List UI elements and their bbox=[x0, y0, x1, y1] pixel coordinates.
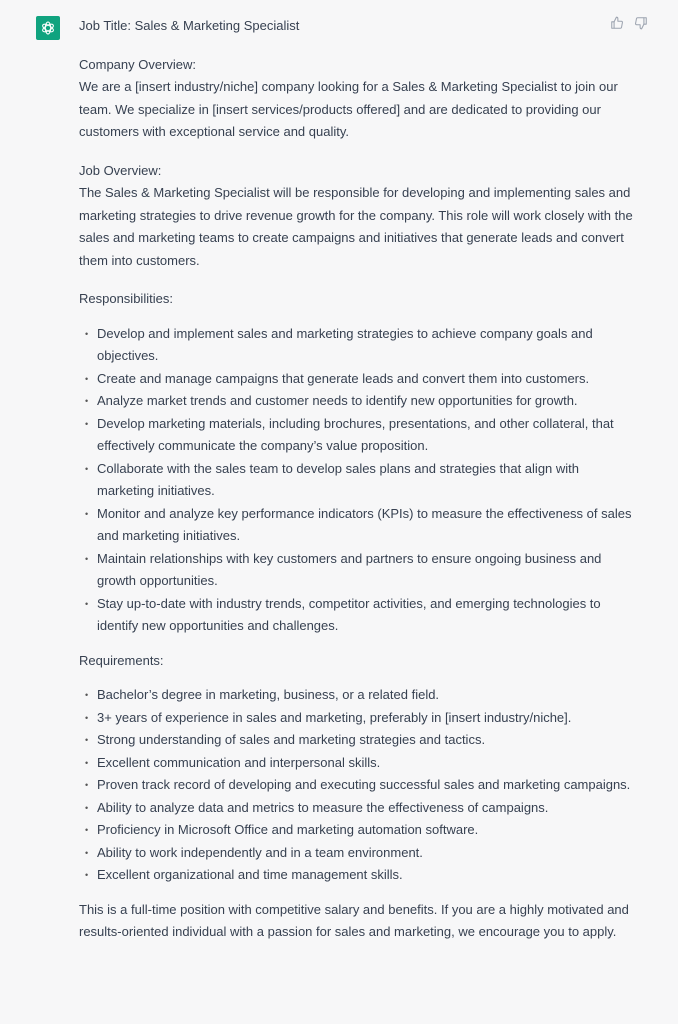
list-item: • Analyze market trends and customer needs to identify new opportunities for growth. bbox=[79, 390, 639, 413]
list-item: • Ability to analyze data and metrics to measure the effectiveness of campaigns. bbox=[79, 797, 639, 820]
bullet-icon: • bbox=[85, 598, 89, 609]
job-overview-text: The Sales & Marketing Specialist will be responsible for developing and implementing sales and marketing strategies to drive revenue growth for the company. This role will work closely with the sales and marketing teams to create campaigns and initiatives that generate leads and convert them into customers. bbox=[79, 185, 633, 268]
bullet-icon: • bbox=[85, 825, 89, 835]
responsibilities-list bbox=[79, 323, 639, 638]
requirements-heading: Requirements: bbox=[79, 652, 164, 668]
list-item: • Stay up-to-date with industry trends, competitor activities, and emerging technologies to identify new opportunities and challenges. bbox=[79, 593, 639, 638]
bullet-icon: • bbox=[85, 373, 89, 384]
bullet-icon: • bbox=[85, 847, 89, 858]
closing-text: This is a full-time position with competitive salary and benefits. If you are a highly motivated and results-oriented individual with a passion for sales and marketing, we encourage you to apply. bbox=[79, 901, 629, 939]
list-item: • Monitor and analyze key performance indicators (KPIs) to measure the effectiveness of sales and marketing initiatives. bbox=[79, 503, 639, 548]
bullet-icon: • bbox=[85, 870, 89, 880]
bullet-icon: • bbox=[85, 418, 89, 429]
bullet-icon: • bbox=[85, 328, 89, 339]
bullet-icon: • bbox=[85, 690, 89, 700]
job-title: Job Title: Sales & Marketing Specialist bbox=[79, 18, 300, 33]
assistant-message bbox=[79, 15, 639, 944]
list-item: • Strong understanding of sales and marketing strategies and tactics. bbox=[79, 729, 639, 752]
bullet-icon: • bbox=[85, 553, 89, 564]
list-item: • Excellent communication and interpersonal skills. bbox=[79, 752, 639, 775]
bullet-icon: • bbox=[85, 735, 89, 745]
bullet-icon: • bbox=[85, 712, 89, 723]
list-item: • Maintain relationships with key customers and partners to ensure ongoing business and growth opportunities. bbox=[79, 548, 639, 593]
list-item: • Create and manage campaigns that generate leads and convert them into customers. bbox=[79, 368, 639, 391]
bullet-icon: • bbox=[85, 802, 89, 813]
list-item: • Develop marketing materials, including brochures, presentations, and other collateral, that effectively communicate the company’s value proposition. bbox=[79, 413, 639, 458]
bullet-icon: • bbox=[85, 396, 89, 406]
openai-logo-icon bbox=[40, 20, 56, 36]
company-overview-heading: Company Overview: bbox=[79, 56, 197, 72]
list-item: • Ability to work independently and in a team environment. bbox=[79, 842, 639, 865]
list-item: • Proven track record of developing and executing successful sales and marketing campaigns. bbox=[79, 774, 639, 797]
assistant-avatar bbox=[36, 16, 60, 40]
list-item: • Excellent organizational and time management skills. bbox=[79, 864, 639, 887]
job-overview-heading: Job Overview: bbox=[79, 162, 162, 178]
list-item: • 3+ years of experience in sales and marketing, preferably in [insert industry/niche]. bbox=[79, 707, 639, 730]
responsibilities-heading: Responsibilities: bbox=[79, 291, 173, 306]
requirements-list bbox=[79, 684, 639, 887]
list-item: • Develop and implement sales and marketing strategies to achieve company goals and objectives. bbox=[79, 323, 639, 368]
list-item: • Bachelor’s degree in marketing, business, or a related field. bbox=[79, 684, 639, 707]
list-item: • Proficiency in Microsoft Office and marketing automation software. bbox=[79, 819, 639, 842]
bullet-icon: • bbox=[85, 757, 89, 768]
bullet-icon: • bbox=[85, 780, 89, 790]
bullet-icon: • bbox=[85, 508, 89, 519]
bullet-icon: • bbox=[85, 463, 89, 474]
company-overview-text: We are a [insert industry/niche] company looking for a Sales & Marketing Specialist to join our team. We specialize in [insert services/products offered] and are dedicated to providing our customers with exceptional service and quality. bbox=[79, 79, 618, 139]
list-item: • Collaborate with the sales team to develop sales plans and strategies that align with marketing initiatives. bbox=[79, 458, 639, 503]
